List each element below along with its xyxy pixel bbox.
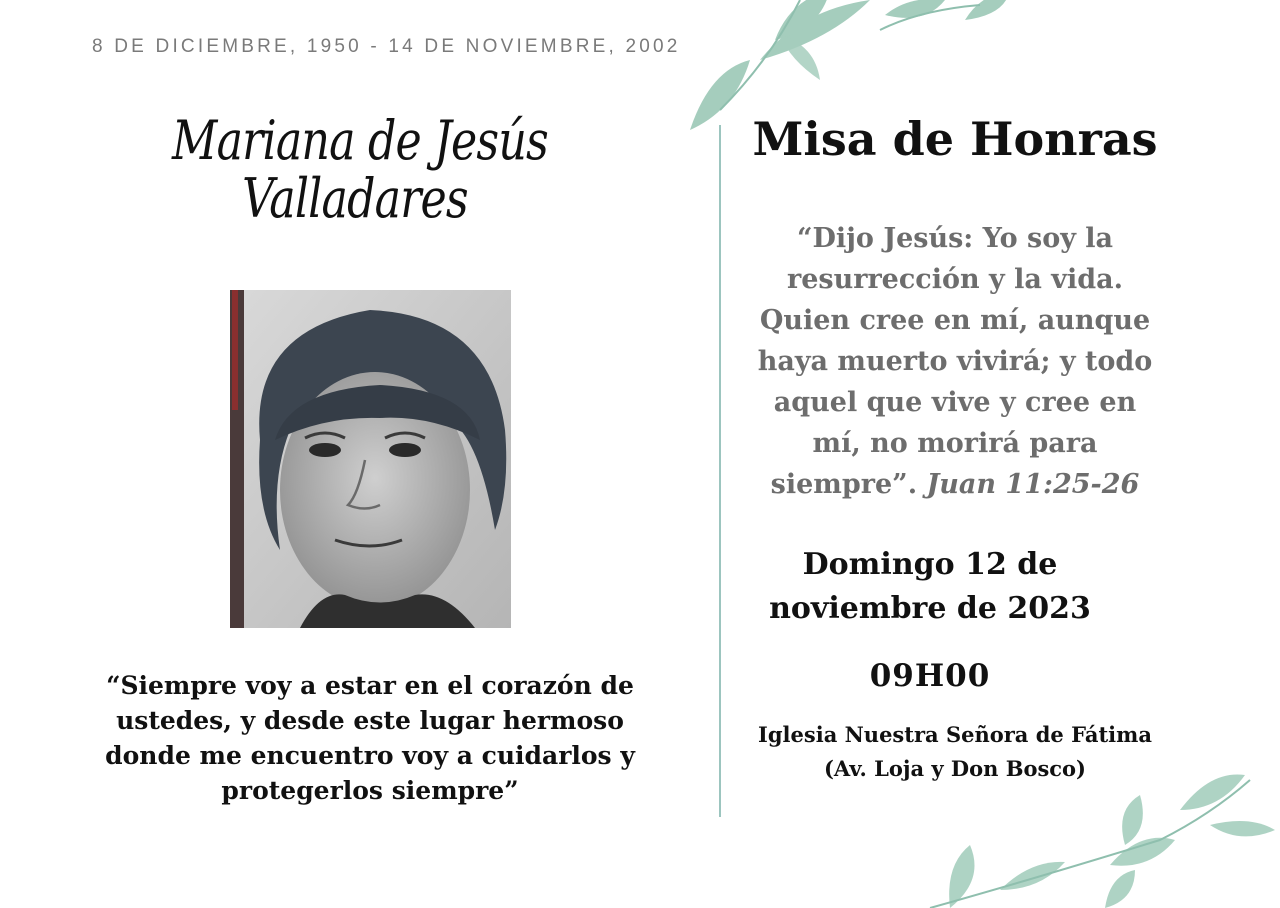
mass-time: 09H00 bbox=[869, 658, 991, 694]
verse-line: aquel que vive y cree en bbox=[773, 387, 1137, 418]
venue-name: Iglesia Nuestra Señora de Fátima bbox=[758, 722, 1152, 747]
verse-line: Quien cree en mí, aunque bbox=[759, 305, 1151, 336]
vertical-divider bbox=[719, 125, 721, 817]
mass-date-line2: noviembre de 2023 bbox=[769, 591, 1091, 626]
deceased-name-line1: Mariana de Jesús bbox=[172, 109, 548, 172]
mass-date bbox=[740, 543, 1120, 631]
portrait-photo-icon bbox=[230, 290, 511, 628]
memorial-quote-line: “Siempre voy a estar en el corazón de bbox=[106, 671, 634, 700]
verse-last-line bbox=[735, 464, 1175, 505]
bible-verse bbox=[735, 218, 1175, 505]
verse-reference: Juan 11:25-26 bbox=[926, 469, 1140, 500]
verse-line: resurrección y la vida. bbox=[787, 264, 1123, 295]
mass-title: Misa de Honras bbox=[752, 112, 1158, 166]
memorial-quote-line: ustedes, y desde este lugar hermoso bbox=[116, 706, 624, 735]
memorial-quote-line: donde me encuentro voy a cuidarlos y bbox=[105, 741, 635, 770]
verse-line: “Dijo Jesús: Yo soy la bbox=[796, 223, 1114, 254]
memorial-quote-line: protegerlos siempre” bbox=[221, 776, 519, 805]
verse-line: haya muerto vivirá; y todo bbox=[757, 346, 1153, 377]
portrait-photo bbox=[230, 290, 511, 628]
venue-address: (Av. Loja y Don Bosco) bbox=[824, 756, 1086, 781]
verse-last-text: siempre”. bbox=[770, 469, 918, 500]
mass-date-line1: Domingo 12 de bbox=[802, 547, 1058, 582]
verse-line: mí, no morirá para bbox=[812, 428, 1098, 459]
life-dates: 8 DE DICIEMBRE, 1950 - 14 DE NOVIEMBRE, 2002 bbox=[92, 36, 681, 57]
memorial-quote bbox=[100, 668, 640, 808]
leaves-decoration-bottom bbox=[910, 770, 1280, 908]
mass-venue bbox=[735, 718, 1175, 786]
deceased-name-line2: Valladares bbox=[242, 167, 468, 230]
